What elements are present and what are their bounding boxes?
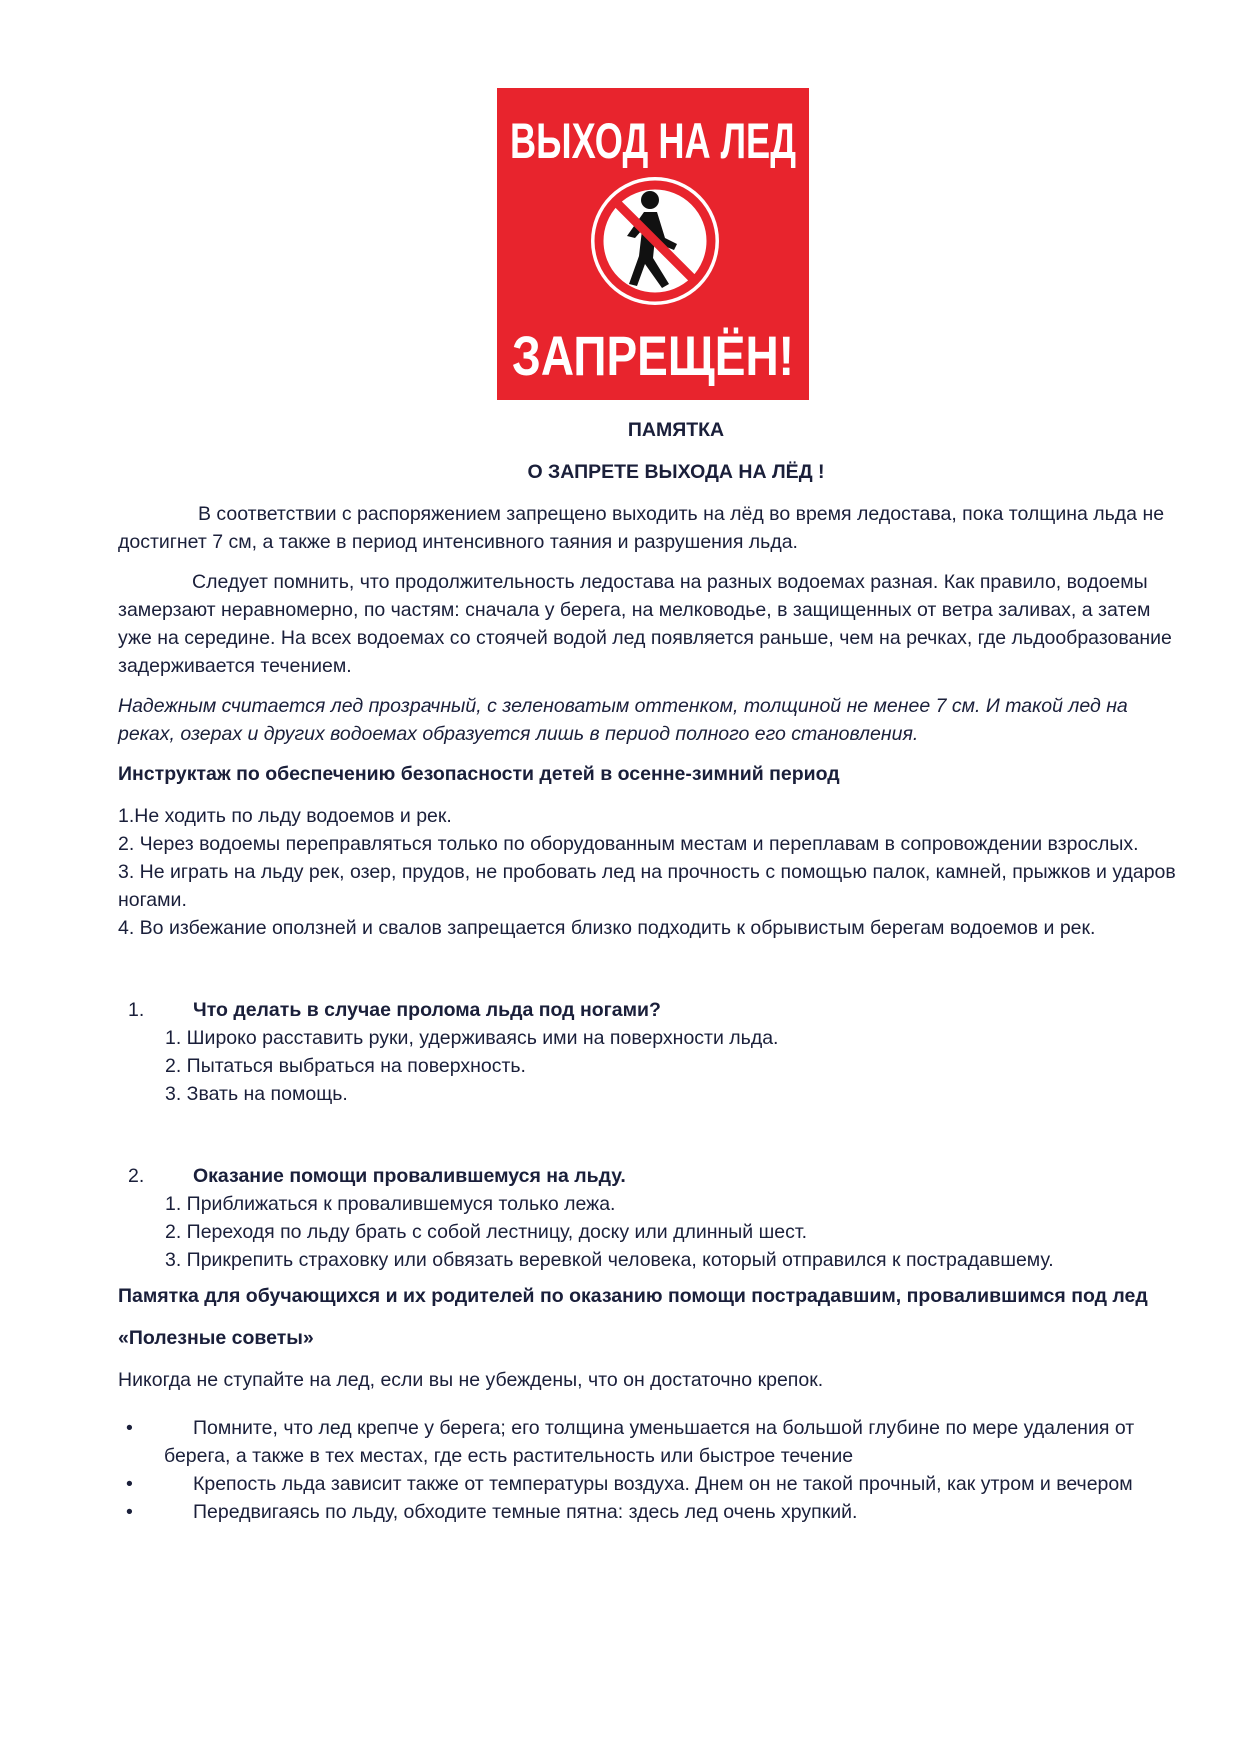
tips-intro: Никогда не ступайте на лед, если вы не убеждены, что он достаточно крепок.	[118, 1369, 824, 1391]
tips-list	[118, 1414, 1180, 1526]
rule-item: 3. Не играть на льду рек, озер, прудов, не пробовать лед на прочность с помощью палок, камней, прыжков и ударов ногами.	[118, 861, 1176, 911]
instruction-heading: Инструктаж по обеспечению безопасности детей в осенне-зимний период	[118, 763, 840, 785]
rule-item: 4. Во избежание оползней и свалов запрещается близко подходить к обрывистым берегам водоемов и рек.	[118, 917, 1096, 939]
list-item-text: Крепость льда зависит также от температуры воздуха. Днем он не такой прочный, как утром и вечером	[193, 1473, 1133, 1495]
list-item	[118, 1470, 1180, 1498]
section-item: 3. Прикрепить страховку или обвязать веревкой человека, который отправился к пострадавшему.	[165, 1249, 1054, 1271]
list-item	[118, 1498, 1180, 1526]
section-heading	[118, 1162, 1180, 1190]
memo-heading: Памятка для обучающихся и их родителей по оказанию помощи пострадавшим, провалившимся под лед	[118, 1285, 1148, 1307]
warning-sign	[497, 88, 809, 400]
no-pedestrian-sign-graphic	[497, 88, 809, 400]
list-item-text: Передвигаясь по льду, обходите темные пятна: здесь лед очень хрупкий.	[193, 1501, 858, 1523]
page-title: ПАМЯТКА	[627, 419, 725, 441]
section-ice-break	[118, 996, 1180, 1108]
page-subtitle: О ЗАПРЕТЕ ВЫХОДА НА ЛЁД !	[527, 461, 825, 483]
tips-heading: «Полезные советы»	[118, 1327, 314, 1349]
section-item: 2. Переходя по льду брать с собой лестницу, доску или длинный шест.	[165, 1221, 808, 1243]
list-item-text: Помните, что лед крепче у берега; его толщина уменьшается на большой глубине по мере удаления от берега, а также в тех местах, где есть растительность или быстрое течение	[164, 1417, 1135, 1467]
section-item: 2. Пытаться выбраться на поверхность.	[165, 1055, 526, 1077]
section-help	[118, 1162, 1180, 1274]
no-pedestrian-icon	[591, 177, 719, 305]
section-title: Оказание помощи провалившемуся на льду.	[193, 1165, 626, 1187]
bullet-icon: •	[126, 1473, 133, 1495]
instruction-rules	[118, 802, 1180, 942]
bullet-icon: •	[126, 1417, 133, 1439]
rule-item: 1.Не ходить по льду водоемов и рек.	[118, 805, 452, 827]
memo-content	[118, 416, 1180, 1526]
paragraph-intro: В соответствии с распоряжением запрещено выходить на лёд во время ледостава, пока толщина льда не достигнет 7 см, а также в период интенсивного таяния и разрушения льда.	[118, 503, 1165, 553]
paragraph-freezing: Следует помнить, что продолжительность ледостава на разных водоемах разная. Как правило, водоемы замерзают неравномерно, по частям: сначала у берега, на мелководье, в защищенных от ветра заливах, а затем уже на середине. На всех водоемах со стоячей водой лед появляется раньше, чем на речках, где льдообразование задерживается течением.	[118, 571, 1172, 677]
rule-item: 2. Через водоемы переправляться только по оборудованным местам и переплавам в сопровождении взрослых.	[118, 833, 1139, 855]
section-title: Что делать в случае пролома льда под ногами?	[193, 999, 661, 1021]
section-heading	[118, 996, 1180, 1024]
section-number: 1.	[128, 999, 145, 1021]
list-item	[118, 1414, 1180, 1470]
sign-bottom-text: ЗАПРЕЩЁН!	[512, 324, 794, 387]
bullet-icon: •	[126, 1501, 133, 1523]
sign-top-text: ВЫХОД НА ЛЕД	[510, 113, 796, 169]
paragraph-reliable-ice: Надежным считается лед прозрачный, с зеленоватым оттенком, толщиной не менее 7 см. И такой лед на реках, озерах и других водоемах образуется лишь в период полного его становления.	[118, 695, 1128, 745]
section-item: 3. Звать на помощь.	[165, 1083, 348, 1105]
section-item: 1. Приближаться к провалившемуся только лежа.	[165, 1193, 616, 1215]
section-item: 1. Широко расставить руки, удерживаясь ими на поверхности льда.	[165, 1027, 779, 1049]
section-number: 2.	[128, 1165, 145, 1187]
